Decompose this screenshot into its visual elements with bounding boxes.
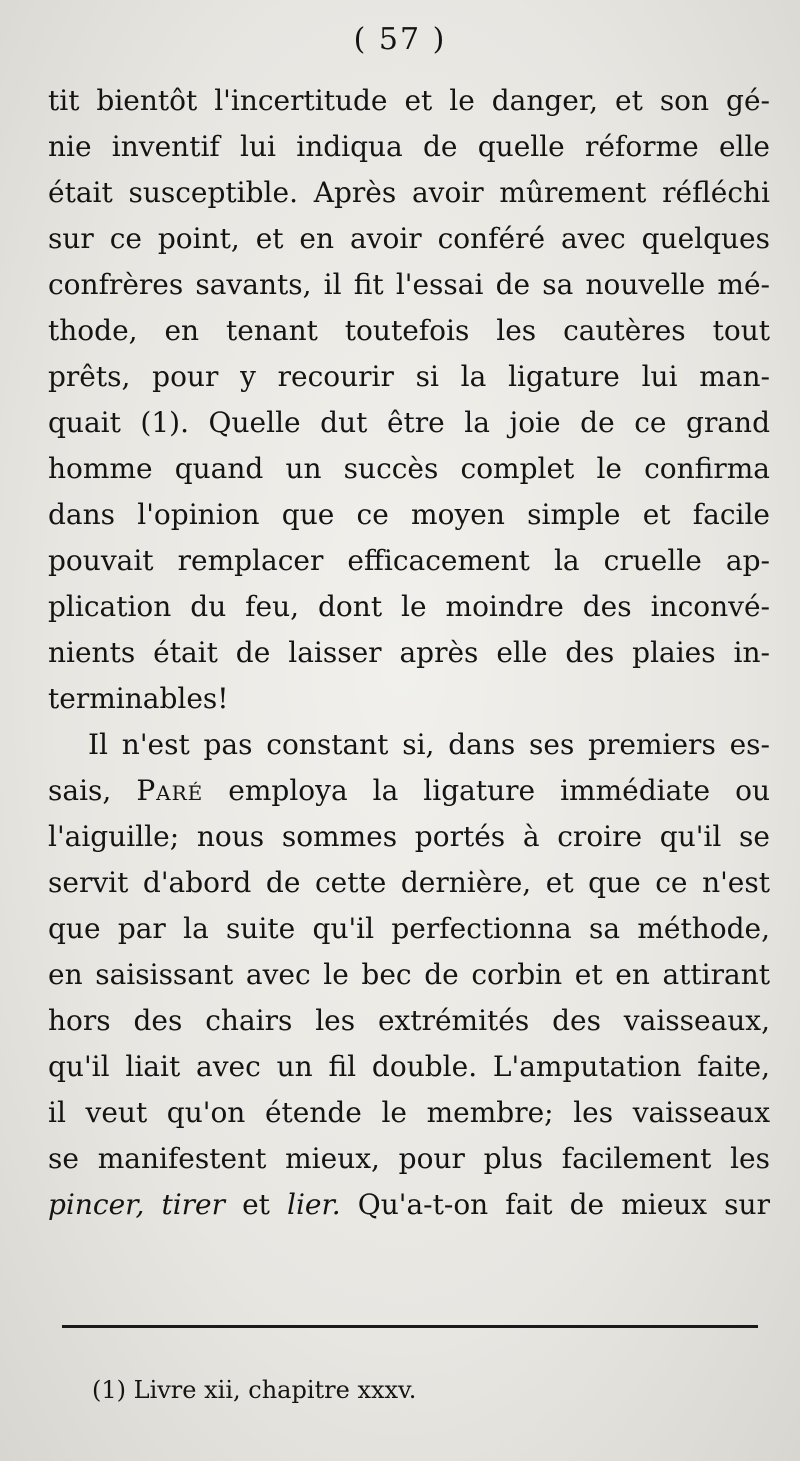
text-line [48, 1182, 770, 1228]
text-fragment: Qu'a-t-on fait de mieux sur [357, 1188, 770, 1221]
page-number: ( 57 ) [353, 22, 447, 57]
text-line: il veut qu'on étende le membre; les vaisseaux [48, 1096, 770, 1129]
text-line: nie inventif lui indiqua de quelle réforme elle [48, 130, 770, 163]
text-line: Il n'est pas constant si, dans ses premiers es- [88, 728, 770, 761]
italic-word: lier. [286, 1188, 341, 1221]
text-line: que par la suite qu'il perfectionna sa méthode, [48, 912, 770, 945]
text-line: sur ce point, et en avoir conféré avec quelques [48, 222, 770, 255]
text-line: homme quand un succès complet le confirma [48, 452, 770, 485]
text-line: tit bientôt l'incertitude et le danger, et son gé- [48, 84, 770, 117]
italic-word: tirer [161, 1188, 225, 1221]
text-line: nients était de laisser après elle des plaies in- [48, 636, 770, 669]
author-name: Paré [136, 774, 204, 807]
text-line: l'aiguille; nous sommes portés à croire qu'il se [48, 820, 770, 853]
text-line: quait (1). Quelle dut être la joie de ce grand [48, 406, 770, 439]
text-line: terminables! [48, 682, 229, 715]
footnote: (1) Livre xii, chapitre xxxv. [92, 1376, 417, 1404]
text-fragment: sais, [48, 774, 112, 807]
text-fragment: employa la ligature immédiate ou [228, 774, 770, 807]
italic-word: pincer, [48, 1188, 145, 1221]
footnote-divider [62, 1325, 758, 1328]
text-line: qu'il liait avec un fil double. L'amputation faite, [48, 1050, 770, 1083]
text-line: thode, en tenant toutefois les cautères tout [48, 314, 770, 347]
text-line: en saisissant avec le bec de corbin et en attirant [48, 958, 770, 991]
text-line: se manifestent mieux, pour plus facilement les [48, 1142, 770, 1175]
main-text [48, 78, 770, 1228]
text-line: dans l'opinion que ce moyen simple et facile [48, 498, 770, 531]
text-line [48, 768, 770, 814]
text-line: plication du feu, dont le moindre des inconvé- [48, 590, 770, 623]
text-line: confrères savants, il fit l'essai de sa nouvelle mé- [48, 268, 770, 301]
text-line: hors des chairs les extrémités des vaisseaux, [48, 1004, 770, 1037]
text-line: servit d'abord de cette dernière, et que ce n'est [48, 866, 770, 899]
text-line: pouvait remplacer efficacement la cruelle ap- [48, 544, 770, 577]
text-line: était susceptible. Après avoir mûrement réfléchi [48, 176, 770, 209]
text-line: prêts, pour y recourir si la ligature lui man- [48, 360, 770, 393]
text-fragment: et [242, 1188, 270, 1221]
